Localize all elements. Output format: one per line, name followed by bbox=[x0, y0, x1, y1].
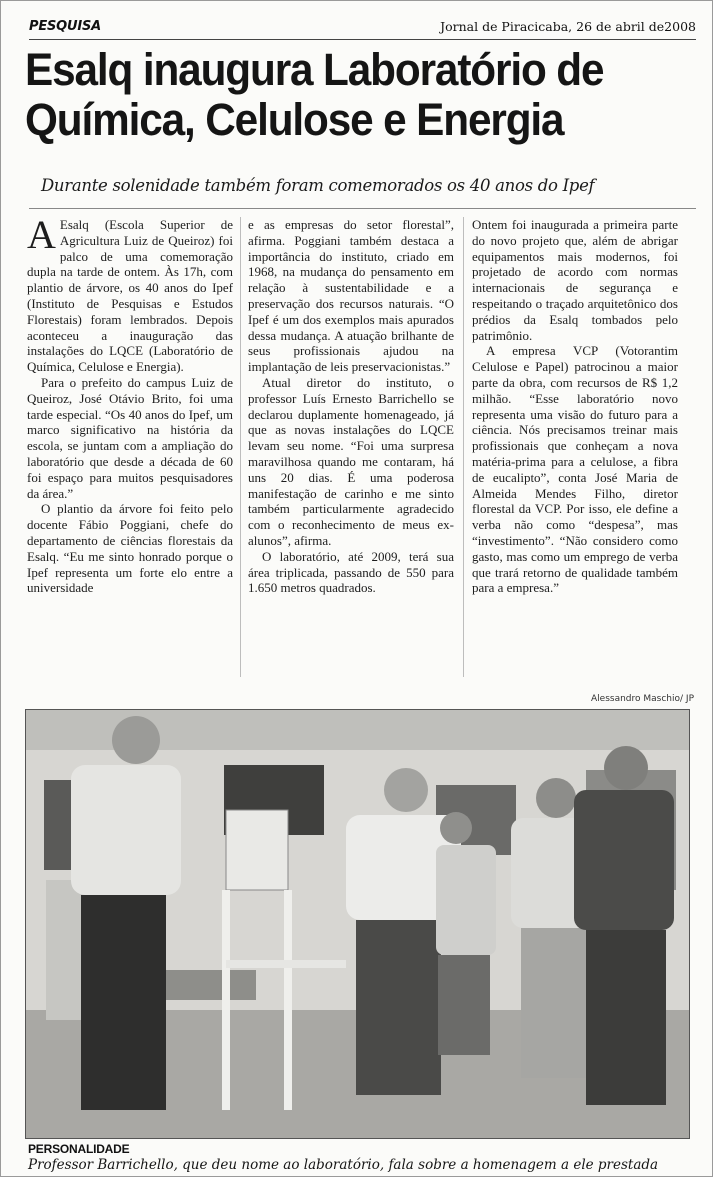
article-column-3 bbox=[472, 217, 678, 596]
photo-label: PERSONALIDADE bbox=[28, 1142, 130, 1156]
article-paragraph: O laboratório, até 2009, terá sua área triplicada, passando de 550 para 1.650 metros quadrados. bbox=[248, 548, 454, 596]
drop-cap: A bbox=[27, 212, 56, 257]
headline-line-2: Química, Celulose e Energia bbox=[25, 94, 564, 145]
subheadline: Durante solenidade também foram comemorados os 40 anos do Ipef bbox=[41, 176, 595, 195]
headline-line-1: Esalq inaugura Laboratório de bbox=[25, 44, 604, 95]
photo-illustration bbox=[26, 710, 689, 1138]
photo-caption: Professor Barrichello, que deu nome ao laboratório, fala sobre a homenagem a ele prestada bbox=[28, 1157, 659, 1173]
header-divider bbox=[29, 39, 696, 40]
article-photo bbox=[25, 709, 690, 1139]
photo-credit: Alessandro Maschio/ JP bbox=[591, 694, 694, 704]
article-paragraph: Atual diretor do instituto, o professor Luís Ernesto Barrichello se declarou duplamente homenageado, já que as novas instalações do LQCE levam seu nome. “Foi uma surpresa maravilhosa quando me contaram, há uns 20 dias. É uma poderosa manifestação de carinho e me sinto também particularmente agradecido com o reconhecimento de meus ex-alunos”, afirma. bbox=[248, 374, 454, 548]
article-paragraph: e as empresas do setor florestal”, afirma. Poggiani também destaca a importância do instituto, criado em 1968, na mudança do pensamento em relação à sustentabilidade e a preservação dos recursos naturais. “O Ipef é um dos exemplos mais apurados dessa mudança. A atuação brilhante de seus profissionais ajudou na implantação de leis preservacionistas.” bbox=[248, 217, 454, 375]
article-paragraph: Para o prefeito do campus Luiz de Queiroz, José Otávio Brito, foi uma tarde especial. “Os 40 anos do Ipef, um marco significativo na história da escola, se juntam com a ampliação do laboratório que desde a década de 60 foi espaço para muitos pesquisadores da área.” bbox=[27, 374, 233, 501]
dateline: Jornal de Piracicaba, 26 de abril de2008 bbox=[440, 19, 696, 34]
section-label: PESQUISA bbox=[29, 19, 102, 34]
article-paragraph: O plantio da árvore foi feito pelo docente Fábio Poggiani, chefe do departamento de ciências florestais da Esalq. “Eu me sinto honrado porque o Ipef representa um forte elo entre a universidade bbox=[27, 501, 233, 596]
article-paragraph: Ontem foi inaugurada a primeira parte do novo projeto que, além de abrigar equipamentos mais modernos, foi projetado de acordo com normas internacionais de segurança e respeitando o traçado arquitetônico dos prédios da Esalq tombados pelo patrimônio. bbox=[472, 217, 678, 343]
article-paragraph: A empresa VCP (Votorantim Celulose e Papel) patrocinou a maior parte da obra, com recursos de R$ 1,2 milhão. “Esse laboratório novo representa uma visão do futuro para a ciência. Nós precisamos treinar mais profissionais que conheçam a nova matéria-prima para a celulose, a fibra de eucalipto”, conta José Maria de Almeida Mendes Filho, diretor florestal da VCP. Por isso, ele define a verba não como “despesa”, mas “investimento”. “Não considero como gasto, mas como um emprego de verba que trará retorno de qualidade também para a empresa.” bbox=[472, 343, 678, 596]
article-column-2 bbox=[248, 217, 454, 596]
article-paragraph: A Esalq (Escola Superior de Agricultura Luiz de Queiroz) foi palco de uma comemoração dupla na tarde de ontem. Às 17h, com plantio de árvore, os 40 anos do Ipef (Instituto de Pesquisas e Estudos Florestais) foram lembrados. Depois aconteceu a inauguração das instalações do LQCE (Laboratório de Química, Celulose e Energia). bbox=[27, 212, 233, 375]
subhead-divider bbox=[29, 208, 696, 209]
column-divider bbox=[463, 217, 464, 677]
column-divider bbox=[240, 217, 241, 677]
headline bbox=[25, 45, 664, 145]
article-column-1 bbox=[27, 212, 233, 596]
